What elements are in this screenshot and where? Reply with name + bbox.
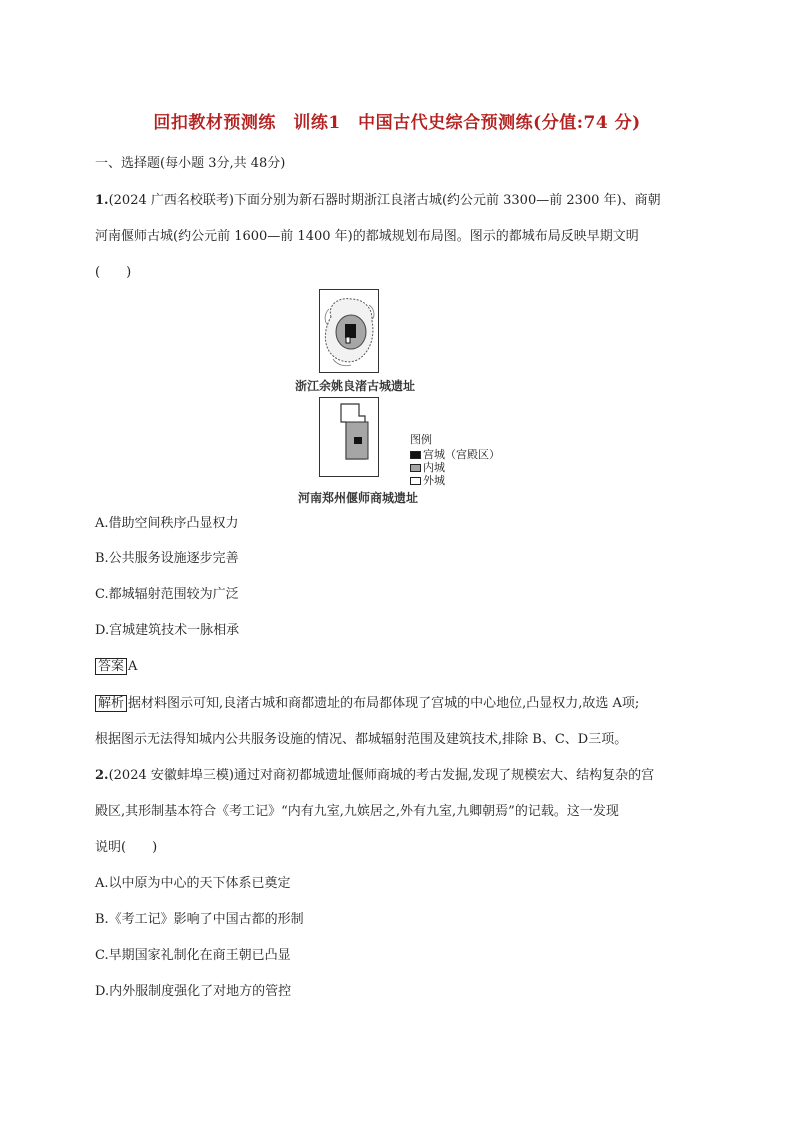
liangzhu-map	[319, 289, 379, 373]
q2-option-a: A.以中原为中心的天下体系已奠定	[95, 876, 291, 891]
q1-line1-text: (2024 广西名校联考)下面分别为新石器时期浙江良渚古城(约公元前 3300—前 2300 年)、商朝	[108, 193, 661, 208]
q2-line1-text: (2024 安徽蚌埠三模)通过对商初都城遗址偃师商城的考古发掘,发现了规模宏大、结构复杂的宫	[108, 768, 655, 783]
liangzhu-palace-notch	[346, 337, 350, 343]
yanshi-caption: 河南郑州偃师商城遗址	[298, 491, 419, 505]
q2-stem-line2: 殿区,其形制基本符合《考工记》“内有九室,九嫔居之,外有九室,九卿朝焉”的记载。这一发现	[95, 804, 619, 819]
legend-item-inner: 内城	[410, 459, 445, 475]
legend-swatch-inner	[410, 464, 421, 472]
q1-analysis-line1	[95, 696, 639, 712]
q1-option-d: D.宫城建筑技术一脉相承	[95, 623, 240, 638]
legend-swatch-palace	[410, 451, 421, 459]
legend-item-outer: 外城	[410, 472, 445, 488]
q1-option-c: C.都城辐射范围较为广泛	[95, 587, 239, 602]
yanshi-palace	[354, 437, 362, 444]
answer-label: 答案	[95, 658, 127, 675]
yanshi-map	[319, 397, 379, 477]
q1-answer	[95, 659, 137, 675]
analysis-text1: 据材料图示可知,良渚古城和商都遗址的布局都体现了宫城的中心地位,凸显权力,故选 A项;	[128, 696, 640, 711]
q1-stem-line1	[95, 193, 661, 209]
q1-stem-line2: 河南偃师古城(约公元前 1600—前 1400 年)的都城规划布局图。图示的都城布局反映早期文明	[95, 229, 639, 244]
answer-value: A	[128, 659, 138, 674]
q1-option-a: A.借助空间秩序凸显权力	[95, 516, 239, 531]
q2-stem-line1	[95, 768, 654, 784]
liangzhu-caption: 浙江余姚良渚古城遗址	[295, 379, 416, 393]
legend-title: 图例	[410, 433, 432, 446]
section-heading: 一、选择题(每小题 3分,共 48分)	[95, 156, 286, 171]
q2-number: 2.	[95, 768, 109, 783]
q2-option-d: D.内外服制度强化了对地方的管控	[95, 984, 292, 999]
q1-blank: ( )	[95, 265, 132, 280]
q1-option-b: B.公共服务设施逐步完善	[95, 551, 239, 566]
q1-number: 1.	[95, 193, 109, 208]
legend-item-palace: 宫城（宫殿区）	[410, 446, 500, 462]
page-title: 回扣教材预测练 训练1 中国古代史综合预测练(分值:74 分)	[153, 113, 641, 133]
q2-option-c: C.早期国家礼制化在商王朝已凸显	[95, 948, 291, 963]
q2-option-b: B.《考工记》影响了中国古都的形制	[95, 912, 304, 927]
q2-stem-line3: 说明( )	[95, 840, 158, 855]
liangzhu-palace	[345, 324, 356, 338]
legend-swatch-outer	[410, 477, 421, 485]
analysis-label: 解析	[95, 695, 127, 712]
q1-analysis-line2: 根据图示无法得知城内公共服务设施的情况、都城辐射范围及建筑技术,排除 B、C、D三项。	[95, 732, 628, 747]
